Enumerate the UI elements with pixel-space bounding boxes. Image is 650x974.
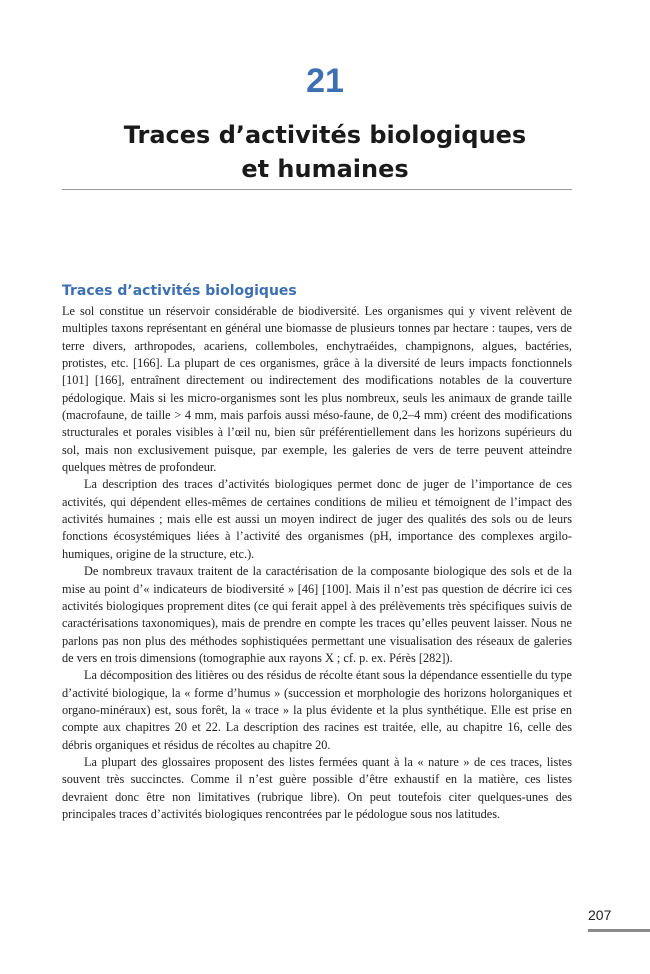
paragraph-4: La décomposition des litières ou des résidus de récolte étant sous la dépendance essentielle du type d’activité biologique, la « forme d’humus » (succession et morphologie des horizons holorganiques et organo-minéraux) est, sous forêt, la « trace » la plus évidente et la plus synthétique. Elle est prise en compte aux chapitres 20 et 22. La description des racines est traitée, elle, au chapitre 16, celle des débris organiques et résidus de récoltes au chapitre 20.: [62, 668, 572, 752]
chapter-title: [0, 118, 650, 186]
section-heading: Traces d’activités biologiques: [62, 283, 297, 299]
paragraph-3: De nombreux travaux traitent de la caractérisation de la composante biologique des sols et de la mise au point d’« indicateurs de biodiversité » [46] [100]. Mais il n’est pas question de décrire ici ces activités biologiques proprement dites (ce qui ferait appel à des prélèvements très spécifiques suivis de caractérisations taxonomiques), mais de prendre en compte les traces qu’elles peuvent laisser. Nous ne parlons pas non plus des méthodes sophistiquées permettant une visualisation des réseaux de galeries de vers en trois dimensions (tomographie aux rayons X ; cf. p. ex. Pérès [282]).: [62, 564, 572, 665]
paragraph-1: Le sol constitue un réservoir considérable de biodiversité. Les organismes qui y vivent relèvent de multiples taxons représentant en général une biomasse de plusieurs tonnes par hectare : taupes, vers de terre divers, arthropodes, acariens, collemboles, enchytraéides, champignons, algues, bactéries, protistes, etc. [166]. La plupart de ces organismes, grâce à la diversité de leurs impacts fonctionnels [101] [166], entraînent directement ou indirectement des modifications notables de la couverture pédologique. Mais si les micro-organismes sont les plus nombreux, seuls les animaux de grande taille (macrofaune, de taille > 4 mm, mais parfois aussi méso-faune, de 0,2–4 mm) créent des modifications structurales et porales visibles à l’œil nu, bien sûr préférentiellement dans les horizons supérieurs du sol, mais non exclusivement puisque, par exemple, les galeries de vers de terre peuvent atteindre quelques mètres de profondeur.: [62, 304, 572, 475]
body-text: [62, 303, 572, 823]
chapter-title-line-2: et humaines: [241, 155, 409, 183]
paragraph-5: La plupart des glossaires proposent des listes fermées quant à la « nature » de ces traces, listes souvent très succinctes. Comme il n’est guère possible d’être exhaustif en la matière, ces listes devraient donc être non limitatives (rubrique libre). On peut toutefois citer quelques-unes des principales traces d’activités biologiques rencontrées par le pédologue sous nos latitudes.: [62, 754, 572, 821]
page-number-rule: [588, 929, 650, 932]
paragraph-2: La description des traces d’activités biologiques permet donc de juger de l’importance de ces activités, qui dépendent elles-mêmes de certaines conditions de milieu et témoignent de l’impact des activités humaines ; mais elle est aussi un moyen indirect de juger des qualités des sols ou de leurs fonctions écosystémiques liées à l’activité des organismes (pH, importance des complexes argilo-humiques, origine de la structure, etc.).: [62, 477, 572, 561]
chapter-number: 21: [306, 62, 344, 100]
title-divider: [62, 189, 572, 190]
page-number: 207: [588, 907, 612, 923]
chapter-title-line-1: Traces d’activités biologiques: [123, 121, 527, 149]
